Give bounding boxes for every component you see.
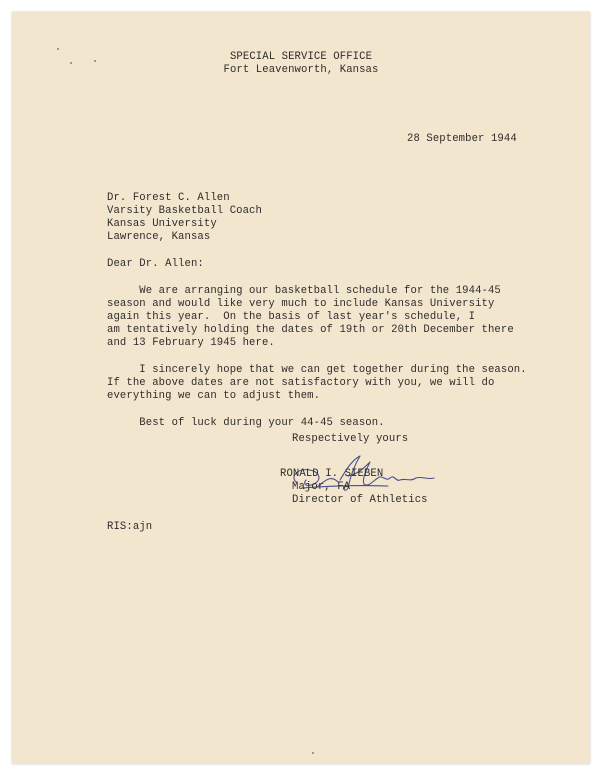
paragraph-1-line: and 13 February 1945 here. — [107, 337, 275, 349]
reference-initials: RIS:ajn — [107, 521, 153, 533]
paragraph-2-line: I sincerely hope that we can get together during the season. — [107, 364, 527, 376]
paper-speck — [70, 62, 72, 64]
letterhead-office: SPECIAL SERVICE OFFICE — [229, 51, 373, 63]
paragraph-1-line: am tentatively holding the dates of 19th or 20th December there — [107, 324, 514, 336]
paragraph-2-line: everything we can to adjust them. — [107, 390, 321, 402]
recipient-title: Varsity Basketball Coach — [107, 205, 262, 217]
signer-rank: Major, FA — [292, 481, 351, 493]
signer-name: RONALD I. SIEBEN — [280, 468, 384, 480]
paper-speck — [57, 48, 59, 50]
paragraph-1-line: again this year. On the basis of last year's schedule, I — [107, 311, 476, 323]
recipient-city: Lawrence, Kansas — [107, 231, 211, 243]
paragraph-1-line: We are arranging our basketball schedule for the 1944-45 — [107, 285, 501, 297]
paper-speck — [312, 752, 314, 754]
letter-date: 28 September 1944 — [407, 133, 517, 145]
letter-page — [12, 12, 590, 764]
paper-speck — [94, 60, 96, 62]
paragraph-3: Best of luck during your 44-45 season. — [107, 417, 385, 429]
signer-title: Director of Athletics — [292, 494, 428, 506]
recipient-institution: Kansas University — [107, 218, 217, 230]
closing: Respectively yours — [292, 433, 409, 445]
letterhead-location: Fort Leavenworth, Kansas — [223, 64, 379, 76]
salutation: Dear Dr. Allen: — [107, 258, 204, 270]
recipient-name: Dr. Forest C. Allen — [107, 192, 230, 204]
paragraph-1-line: season and would like very much to include Kansas University — [107, 298, 495, 310]
paragraph-2-line: If the above dates are not satisfactory with you, we will do — [107, 377, 495, 389]
